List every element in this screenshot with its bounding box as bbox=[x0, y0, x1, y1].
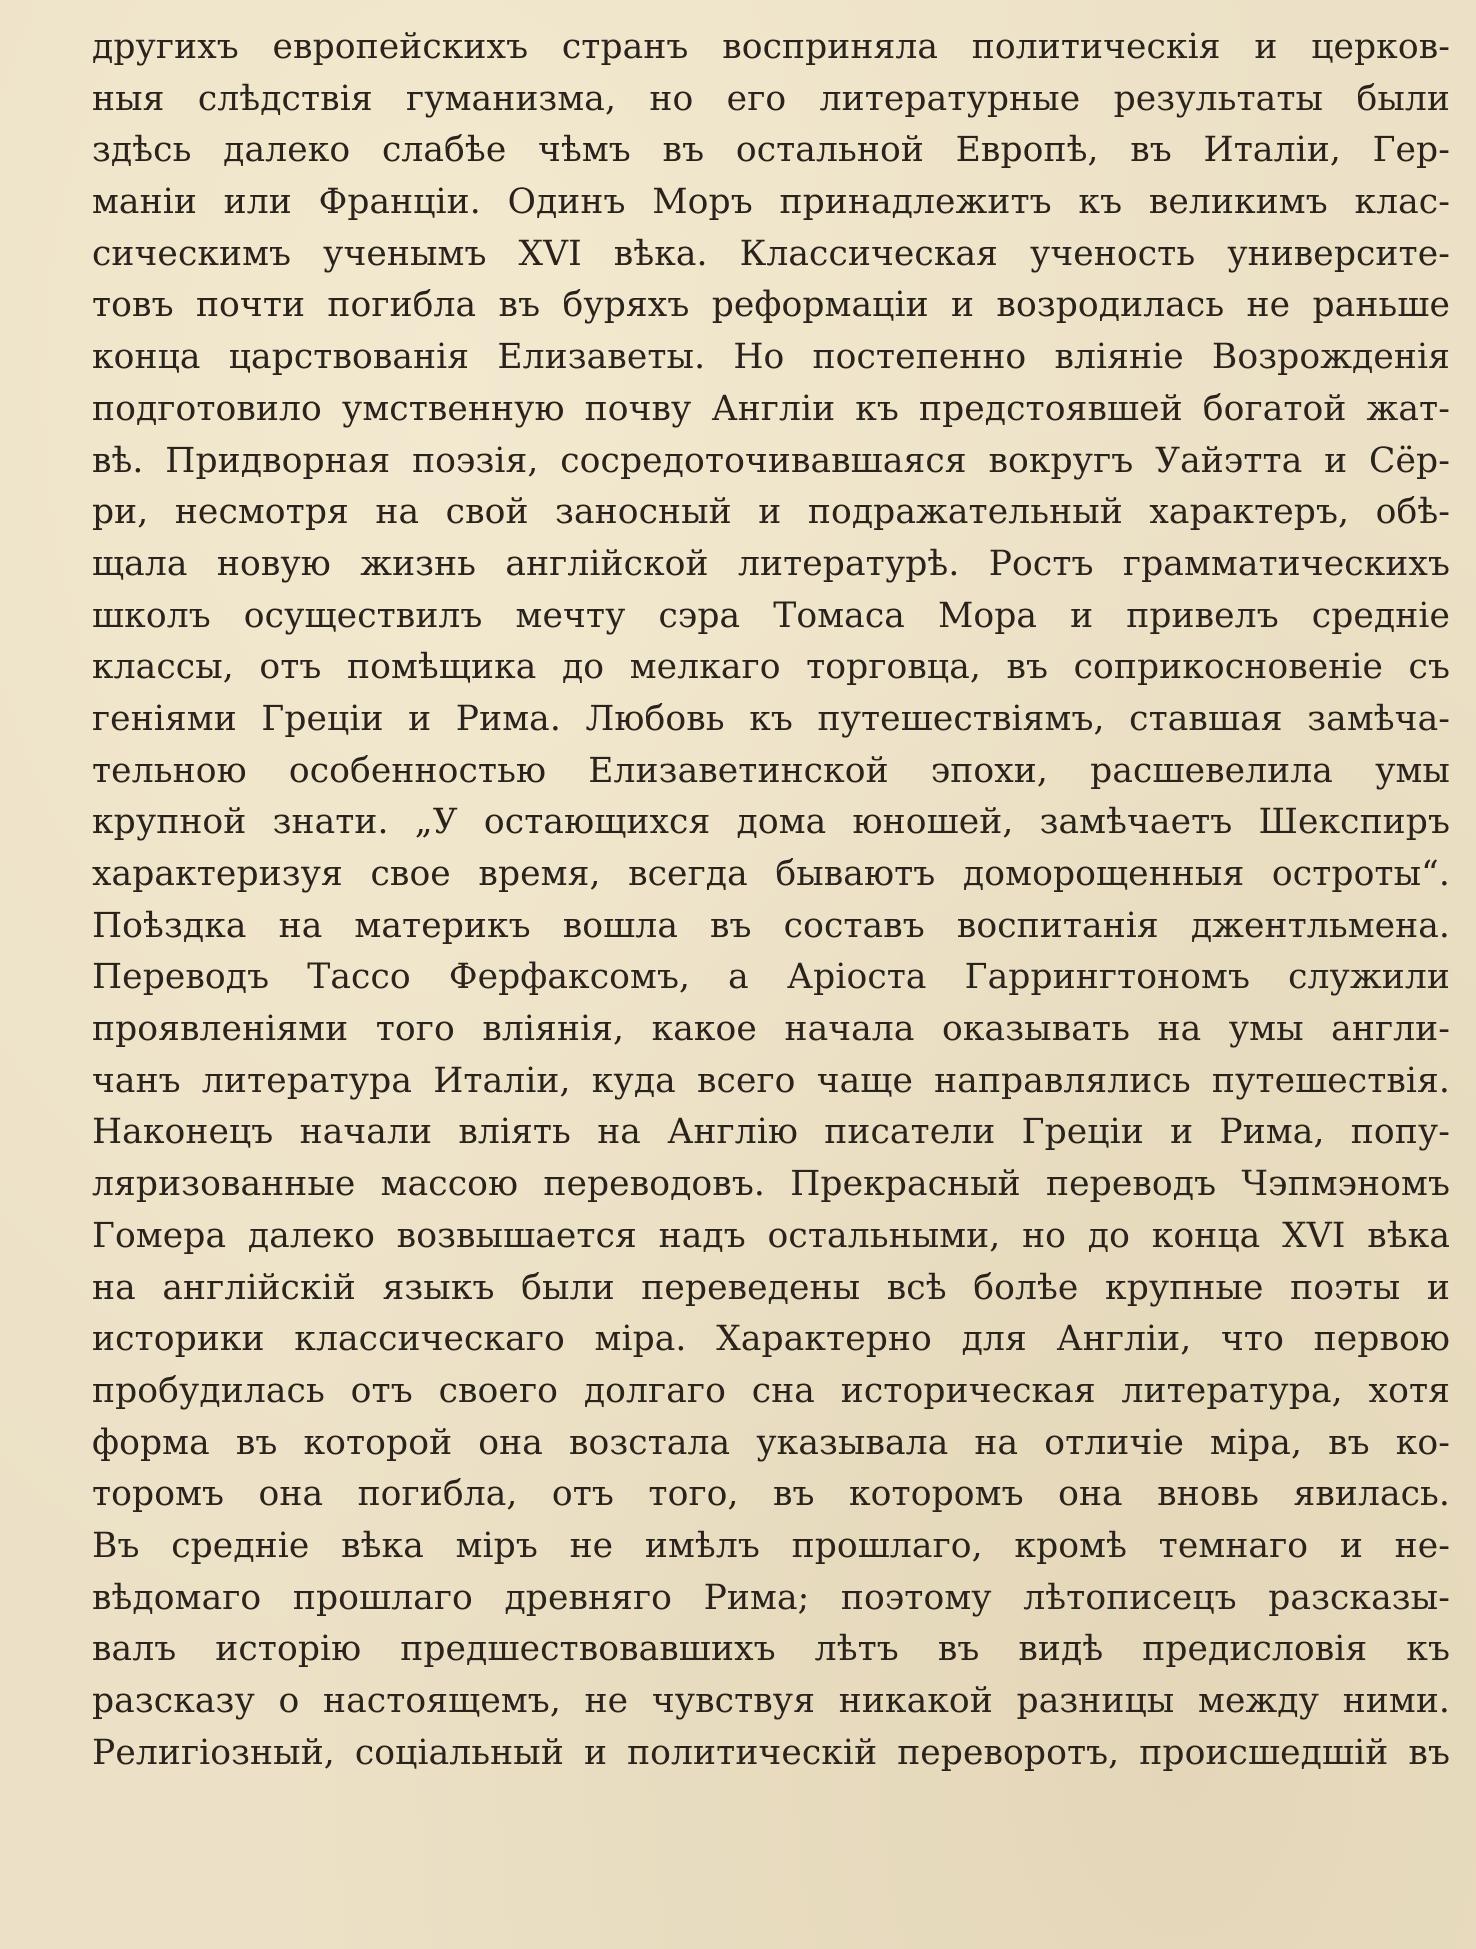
text-line-31: вѣдомаго прошлаго древняго Рима; поэтому лѣтописецъ разсказы- bbox=[92, 1577, 1450, 1618]
text-line-4: маніи или Франціи. Одинъ Моръ принадлежитъ къ великимъ клас- bbox=[92, 182, 1450, 223]
text-line-9: вѣ. Придворная поэзія, сосредоточивавшаяся вокругъ Уайэтта и Сёр- bbox=[92, 440, 1450, 481]
text-line-11: щала новую жизнь англійской литературѣ. Ростъ грамматическихъ bbox=[92, 543, 1450, 584]
text-line-1: другихъ европейскихъ странъ восприняла политическія и церков- bbox=[92, 27, 1450, 67]
text-line-19: Переводъ Тассо Ферфаксомъ, а Аріоста Гаррингтономъ служили bbox=[92, 957, 1450, 998]
text-line-24: Гомера далеко возвышается надъ остальными, но до конца XVI вѣка bbox=[92, 1215, 1450, 1256]
text-line-18: Поѣздка на материкъ вошла въ составъ воспитанія джентльмена. bbox=[92, 905, 1450, 946]
text-line-10: ри, несмотря на свой заносный и подражательный характеръ, обѣ- bbox=[92, 492, 1450, 533]
text-line-21: чанъ литература Италіи, куда всего чаще направлялись путешествія. bbox=[92, 1060, 1450, 1101]
text-line-28: форма въ которой она возстала указывала на отличіе міра, въ ко- bbox=[92, 1422, 1450, 1463]
text-line-29: торомъ она погибла, отъ того, въ которомъ она вновь явилась. bbox=[92, 1474, 1450, 1515]
text-line-20: проявленіями того вліянія, какое начала оказывать на умы англи- bbox=[92, 1009, 1450, 1050]
text-line-33: разсказу о настоящемъ, не чувствуя никакой разницы между ними. bbox=[92, 1681, 1450, 1721]
text-line-13: классы, отъ помѣщика до мелкаго торговца, въ соприкосновеніе съ bbox=[92, 647, 1450, 688]
text-line-25: на англійскій языкъ были переведены всѣ болѣе крупные поэты и bbox=[92, 1267, 1450, 1308]
text-line-26: историки классическаго міра. Характерно для Англіи, что первою bbox=[92, 1319, 1450, 1360]
text-line-14: геніями Греціи и Рима. Любовь къ путешествіямъ, ставшая замѣча- bbox=[92, 698, 1450, 739]
text-line-34: Религіозный, соціальный и политическій переворотъ, происшедшій въ bbox=[92, 1732, 1450, 1773]
text-line-6: товъ почти погибла въ буряхъ реформаціи и возродилась не раньше bbox=[92, 285, 1450, 326]
text-line-30: Въ средніе вѣка міръ не имѣлъ прошлаго, кромѣ темнаго и не- bbox=[92, 1525, 1450, 1566]
text-line-5: сическимъ ученымъ XVI вѣка. Классическая ученость университе- bbox=[92, 233, 1450, 274]
text-line-17: характеризуя свое время, всегда бываютъ доморощенныя остроты“. bbox=[92, 854, 1450, 894]
text-line-3: здѣсь далеко слабѣе чѣмъ въ остальной Европѣ, въ Италіи, Гер- bbox=[92, 130, 1450, 171]
body-text bbox=[92, 22, 1450, 1779]
text-line-27: пробудилась отъ своего долгаго сна историческая литература, хотя bbox=[92, 1370, 1450, 1411]
text-line-23: ляризованные массою переводовъ. Прекрасный переводъ Чэпмэномъ bbox=[92, 1164, 1450, 1205]
text-line-2: ныя слѣдствія гуманизма, но его литературные результаты были bbox=[92, 78, 1450, 119]
text-line-12: школъ осуществилъ мечту сэра Томаса Мора и привелъ средніе bbox=[92, 595, 1450, 636]
text-line-16: крупной знати. „У остающихся дома юношей, замѣчаетъ Шекспиръ bbox=[92, 802, 1450, 843]
text-line-32: валъ исторію предшествовавшихъ лѣтъ въ видѣ предисловія къ bbox=[92, 1629, 1450, 1670]
text-line-22: Наконецъ начали вліять на Англію писатели Греціи и Рима, попу- bbox=[92, 1112, 1450, 1153]
text-line-15: тельною особенностью Елизаветинской эпохи, расшевелила умы bbox=[92, 750, 1450, 791]
text-line-7: конца царствованія Елизаветы. Но постепенно вліяніе Возрожденія bbox=[92, 337, 1450, 378]
text-line-8: подготовило умственную почву Англіи къ предстоявшей богатой жат- bbox=[92, 388, 1450, 429]
